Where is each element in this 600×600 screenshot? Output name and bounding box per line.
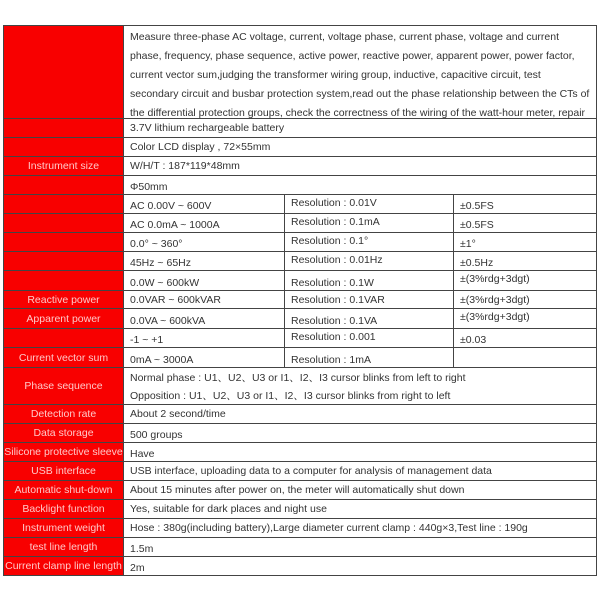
spec-row-display [4, 138, 596, 157]
accuracy-cell: ±1° [460, 238, 476, 250]
range-cell: 0.0W ~ 600kW [124, 271, 285, 290]
resolution-cell: Resolution : 0.01Hz [285, 252, 454, 270]
resolution-cell: Resolution : 0.1mA [285, 214, 454, 232]
spec-value: 3.7V lithium rechargeable battery [130, 122, 285, 134]
spec-row-auto-shutdown [4, 481, 596, 500]
spec-label [4, 176, 124, 194]
accuracy-cell: ±(3%rdg+3dgt) [460, 311, 530, 323]
spec-label [4, 195, 124, 213]
accuracy-cell [454, 348, 596, 367]
phase-normal-text: Normal phase : U1、U2、U3 or I1、I2、I3 cursor blinks from left to right [130, 372, 466, 384]
range-cell: 0.0VAR ~ 600kVAR [124, 291, 285, 308]
spec-row-backlight [4, 500, 596, 519]
resolution-cell: Resolution : 1mA [285, 348, 454, 367]
spec-value: Φ50mm [130, 181, 168, 193]
spec-row-clamp-size [4, 176, 596, 195]
measurement-row [4, 348, 596, 368]
measurement-row [4, 271, 596, 291]
resolution-cell: Resolution : 0.1VAR [285, 291, 454, 308]
measurement-row [4, 252, 596, 271]
spec-row-silicone-sleeve [4, 443, 596, 462]
accuracy-cell: ±0.03 [460, 334, 487, 346]
spec-value: Color LCD display , 72×55mm [130, 141, 271, 153]
spec-row-data-storage [4, 424, 596, 443]
measurement-row [4, 309, 596, 329]
range-cell: 0.0VA ~ 600kVA [124, 309, 285, 328]
spec-value: Yes, suitable for dark places and night use [130, 503, 327, 515]
spec-value [124, 368, 596, 404]
accuracy-cell: ±0.5Hz [460, 257, 494, 269]
range-cell: -1 ~ +1 [124, 329, 285, 347]
spec-label: Backlight function [4, 500, 124, 518]
accuracy-cell: ±(3%rdg+3dgt) [460, 293, 530, 306]
resolution-cell: Resolution : 0.001 [285, 329, 454, 347]
spec-row-instrument-weight [4, 519, 596, 538]
phase-opposition-text: Opposition : U1、U2、U3 or I1、I2、I3 cursor blinks from right to left [130, 390, 451, 402]
spec-label [4, 329, 124, 347]
spec-value: USB interface, uploading data to a computer for analysis of management data [130, 465, 492, 477]
spec-row-phase-sequence [4, 368, 596, 405]
spec-label: Data storage [4, 424, 124, 442]
resolution-cell: Resolution : 0.1° [285, 233, 454, 251]
spec-label [4, 214, 124, 232]
range-cell: AC 0.0mA ~ 1000A [124, 214, 285, 232]
measurement-row [4, 233, 596, 252]
accuracy-cell: ±0.5FS [460, 200, 494, 212]
spec-label: Current clamp line length [4, 557, 124, 575]
resolution-cell: Resolution : 0.1W [285, 271, 454, 290]
spec-label [4, 138, 124, 156]
spec-label: Reactive power [4, 291, 124, 308]
range-cell: AC 0.00V ~ 600V [124, 195, 285, 213]
spec-label: Silicone protective sleeve [4, 443, 124, 461]
spec-label [4, 252, 124, 270]
accuracy-cell: ±0.5FS [460, 219, 494, 231]
measurement-row [4, 291, 596, 309]
spec-value: 1.5m [130, 543, 154, 555]
accuracy-cell: ±(3%rdg+3dgt) [460, 273, 530, 285]
resolution-cell: Resolution : 0.01V [285, 195, 454, 213]
range-cell: 0mA ~ 3000A [124, 348, 285, 367]
measurement-row [4, 214, 596, 233]
measurement-row [4, 329, 596, 348]
spec-row-battery [4, 119, 596, 138]
spec-row-test-line-length [4, 538, 596, 557]
spec-label: USB interface [4, 462, 124, 480]
spec-label: Current vector sum [4, 348, 124, 367]
spec-label: Automatic shut-down [4, 481, 124, 499]
spec-value: Hose : 380g(including battery),Large diameter current clamp : 440g×3,Test line : 190g [130, 522, 528, 534]
spec-label: Phase sequence [4, 368, 124, 404]
spec-row-functions [4, 26, 596, 119]
measurement-row [4, 195, 596, 214]
spec-label: Instrument weight [4, 519, 124, 537]
spec-label [4, 233, 124, 251]
spec-value: About 15 minutes after power on, the meter will automatically shut down [130, 484, 465, 496]
spec-label: test line length [4, 538, 124, 556]
spec-row-instrument-size [4, 157, 596, 176]
spec-row-clamp-line-length [4, 557, 596, 576]
spec-table [3, 25, 597, 576]
spec-value: 500 groups [130, 429, 183, 441]
spec-label [4, 26, 124, 118]
spec-value: 2m [130, 562, 145, 574]
spec-value: Measure three-phase AC voltage, current, voltage phase, current phase, voltage and current phase, frequency, phase sequence, active power, reactive power, apparent power, power factor, current vector sum,judging the transformer wiring group, inductive, capacitive circuit, test secondary circuit and busbar protection system,read out the phase relationship between the CTs of the differential protection groups, check the correctness of the wiring of the watt-hour meter, repair [130, 31, 590, 118]
spec-value: W/H/T : 187*119*48mm [130, 160, 240, 172]
spec-label: Instrument size [4, 157, 124, 175]
range-cell: 45Hz ~ 65Hz [124, 252, 285, 270]
spec-label [4, 271, 124, 290]
resolution-cell: Resolution : 0.1VA [285, 309, 454, 328]
spec-value: About 2 second/time [130, 408, 226, 420]
spec-row-usb-interface [4, 462, 596, 481]
range-cell: 0.0° ~ 360° [124, 233, 285, 251]
spec-value: Have [130, 448, 155, 460]
spec-label: Detection rate [4, 405, 124, 423]
spec-row-detection-rate [4, 405, 596, 424]
spec-label: Apparent power [4, 309, 124, 328]
spec-label [4, 119, 124, 137]
